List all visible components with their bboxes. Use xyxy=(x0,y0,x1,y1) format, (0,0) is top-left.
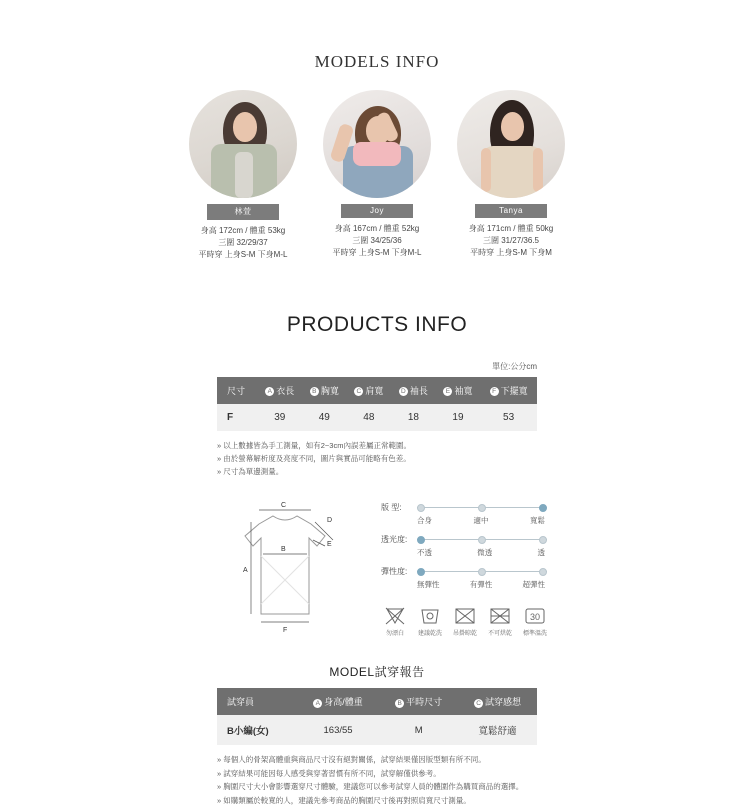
report-cell-size: M xyxy=(379,715,458,745)
svg-text:F: F xyxy=(283,627,288,635)
report-header-size-label: 平時尺寸 xyxy=(406,697,443,708)
report-header-row xyxy=(217,688,537,715)
model-name: 林萱 xyxy=(207,204,279,220)
size-cell-b: 49 xyxy=(302,404,347,431)
mark-a-icon: A xyxy=(313,699,322,708)
care-text: 建議乾洗 xyxy=(417,631,442,638)
slider-elasticity[interactable] xyxy=(381,566,549,577)
slider-fit-dot-3[interactable] xyxy=(539,504,547,512)
model-spec-line3: 平時穿 上身S-M 下身M-L xyxy=(198,250,288,259)
hang-dry-icon xyxy=(453,606,477,626)
slider-fit-scale xyxy=(417,515,545,526)
size-header-c-label: 肩寬 xyxy=(365,386,384,396)
report-note-4: » 如購類屬於較寬的人，建議先參考商品的胸圍尺寸後再對照肩寬尺寸測量。 xyxy=(217,795,471,805)
report-cell-tester: B小編(女) xyxy=(217,715,297,745)
report-note-3: » 胸圍尺寸大小會影響選穿尺寸體驗，建議您可以參考試穿人員的體圍作為購買商品的選擇。 xyxy=(217,782,524,792)
product-detail-page xyxy=(0,52,754,806)
slider-transparency-dot-2[interactable] xyxy=(478,536,486,544)
slider-elasticity-scale xyxy=(417,579,545,590)
mark-b-icon: B xyxy=(395,699,404,708)
slider-elasticity-dot-3[interactable] xyxy=(539,568,547,576)
unit-note: 單位:公分cm xyxy=(492,362,537,371)
model-spec xyxy=(183,225,303,261)
size-notes xyxy=(217,439,537,478)
size-header-a xyxy=(258,377,303,404)
slider-transparency[interactable] xyxy=(381,534,549,545)
products-info-title: PRODUCTS INFO xyxy=(286,313,468,336)
size-header-c xyxy=(347,377,392,404)
size-header-e xyxy=(436,377,481,404)
hand-wash-icon xyxy=(418,606,442,626)
size-header-e-label: 袖寬 xyxy=(454,386,473,396)
slider-elasticity-scale-1: 無彈性 xyxy=(417,580,440,590)
slider-elasticity-label: 彈性度: xyxy=(381,567,408,577)
care-item xyxy=(451,606,479,637)
care-item xyxy=(416,606,444,637)
care-item xyxy=(381,606,409,637)
model-spec-line3: 平時穿 上身S-M 下身M-L xyxy=(332,248,422,257)
size-note-1: » 以上數據皆為手工測量，如有2~3cm內誤差屬正常範圍。 xyxy=(217,441,411,450)
size-table xyxy=(217,377,537,431)
care-instructions xyxy=(381,606,549,637)
slider-elasticity-dot-1[interactable] xyxy=(417,568,425,576)
model-spec-line1: 身高 171cm / 體重 50kg xyxy=(468,224,554,233)
size-header-size-label: 尺寸 xyxy=(227,386,246,396)
slider-transparency-scale-2: 微透 xyxy=(477,548,493,558)
size-header-f xyxy=(480,377,537,404)
size-header-size xyxy=(217,377,258,404)
model-spec xyxy=(317,223,437,259)
size-header-b-label: 胸寬 xyxy=(320,386,339,396)
size-header-f-label: 下擺寬 xyxy=(500,386,528,396)
care-text: 不可烘乾 xyxy=(487,631,512,638)
no-bleach-icon xyxy=(383,606,407,626)
report-header-comment-label: 試穿感想 xyxy=(485,697,522,708)
report-cell-hw: 163/55 xyxy=(297,715,379,745)
model-spec xyxy=(451,223,571,259)
care-text: 標準溫洗 xyxy=(522,631,547,638)
model-photo xyxy=(457,90,565,198)
report-header-comment xyxy=(458,688,537,715)
slider-fit-scale-2: 適中 xyxy=(473,516,489,526)
care-text: 勿漂白 xyxy=(385,631,404,638)
slider-elasticity-scale-3: 超彈性 xyxy=(522,580,545,590)
slider-fit-scale-3: 寬鬆 xyxy=(530,516,545,526)
slider-elasticity-scale-2: 有彈性 xyxy=(469,580,493,590)
slider-transparency-track[interactable] xyxy=(417,539,547,540)
slider-fit-dot-2[interactable] xyxy=(478,504,486,512)
slider-transparency-label: 透光度: xyxy=(381,535,408,545)
report-header-size xyxy=(379,688,458,715)
slider-transparency-dot-3[interactable] xyxy=(539,536,547,544)
model-spec-line2: 三圍 34/25/36 xyxy=(352,236,402,245)
care-item xyxy=(521,606,549,637)
slider-transparency-dot-1[interactable] xyxy=(417,536,425,544)
size-cell-e: 19 xyxy=(436,404,481,431)
mark-b-icon: B xyxy=(310,387,319,396)
table-row xyxy=(217,404,537,431)
garment-diagram xyxy=(207,496,367,636)
slider-transparency-scale-3: 透 xyxy=(537,548,545,558)
model-spec-line2: 三圍 31/27/36.5 xyxy=(482,236,540,245)
svg-text:D: D xyxy=(327,517,333,525)
slider-transparency-scale-1: 不透 xyxy=(417,548,432,558)
report-header-hw-label: 身高/體重 xyxy=(324,697,363,708)
table-row xyxy=(217,715,537,745)
size-note-2: » 由於螢幕解析度及亮度不同，圖片與實品可能略有色差。 xyxy=(217,454,411,464)
model-photo xyxy=(189,90,297,198)
size-header-b xyxy=(302,377,347,404)
size-note-3: » 尺寸為單邊測量。 xyxy=(217,467,284,477)
report-note-2: » 試穿結果可能因每人感受與穿著習慣有所不同，試穿解僅供參考。 xyxy=(217,768,441,778)
model-name: Joy xyxy=(341,204,413,218)
size-header-d-label: 袖長 xyxy=(409,386,428,396)
svg-text:30: 30 xyxy=(529,612,541,623)
slider-elasticity-track[interactable] xyxy=(417,571,547,572)
slider-fit-track[interactable] xyxy=(417,507,547,508)
model-name: Tanya xyxy=(475,204,547,218)
size-header-a-label: 衣長 xyxy=(276,386,295,396)
mark-a-icon: A xyxy=(265,387,274,396)
model-spec-line2: 三圍 32/29/37 xyxy=(218,238,268,247)
slider-fit-dot-1[interactable] xyxy=(417,504,425,512)
size-cell-size: F xyxy=(217,404,258,431)
slider-fit[interactable] xyxy=(381,502,549,513)
report-header-hw xyxy=(297,688,379,715)
mark-e-icon: E xyxy=(443,387,452,396)
mark-c-icon: C xyxy=(474,699,483,708)
no-tumble-dry-icon xyxy=(488,606,512,626)
model-card xyxy=(183,90,303,261)
slider-transparency-scale xyxy=(417,547,545,558)
models-info-title: MODELS INFO xyxy=(314,52,440,71)
size-header-d xyxy=(391,377,436,404)
mark-c-icon: C xyxy=(354,387,363,396)
care-text: 吊掛晾乾 xyxy=(452,631,477,638)
iron-low-icon xyxy=(523,606,547,626)
model-card xyxy=(451,90,571,261)
slider-fit-label: 版 型: xyxy=(381,503,402,513)
measurement-diagram-section xyxy=(207,496,547,637)
report-header-tester-label: 試穿員 xyxy=(227,697,255,708)
svg-text:B: B xyxy=(281,546,286,554)
model-report-table xyxy=(217,688,537,745)
slider-fit-scale-1: 合身 xyxy=(417,516,432,526)
svg-text:C: C xyxy=(281,502,287,510)
attribute-sliders xyxy=(381,496,549,637)
garment-shirt-icon xyxy=(207,496,367,636)
size-table-header-row xyxy=(217,377,537,404)
mark-f-icon: F xyxy=(490,387,499,396)
slider-elasticity-dot-2[interactable] xyxy=(478,568,486,576)
size-cell-a: 39 xyxy=(258,404,303,431)
svg-text:A: A xyxy=(243,567,248,575)
model-report-title: MODEL試穿報告 xyxy=(329,665,425,680)
size-cell-c: 48 xyxy=(347,404,392,431)
report-note-1: » 每個人的骨架高體重與商品尺寸沒有絕對關係，試穿結果僅因版型類有所不同。 xyxy=(217,755,486,765)
model-photo xyxy=(323,90,431,198)
mark-d-icon: D xyxy=(399,387,408,396)
care-item xyxy=(486,606,514,637)
report-header-tester xyxy=(217,688,297,715)
report-notes xyxy=(217,753,537,807)
model-spec-line1: 身高 167cm / 體重 52kg xyxy=(334,224,420,233)
model-card xyxy=(317,90,437,261)
svg-text:E: E xyxy=(327,541,332,549)
size-cell-d: 18 xyxy=(391,404,436,431)
report-cell-comment: 寬鬆舒適 xyxy=(458,715,537,745)
model-spec-line1: 身高 172cm / 體重 53kg xyxy=(200,226,286,235)
size-cell-f: 53 xyxy=(480,404,537,431)
model-spec-line3: 平時穿 上身S-M 下身M xyxy=(470,248,552,257)
models-row xyxy=(0,90,754,261)
